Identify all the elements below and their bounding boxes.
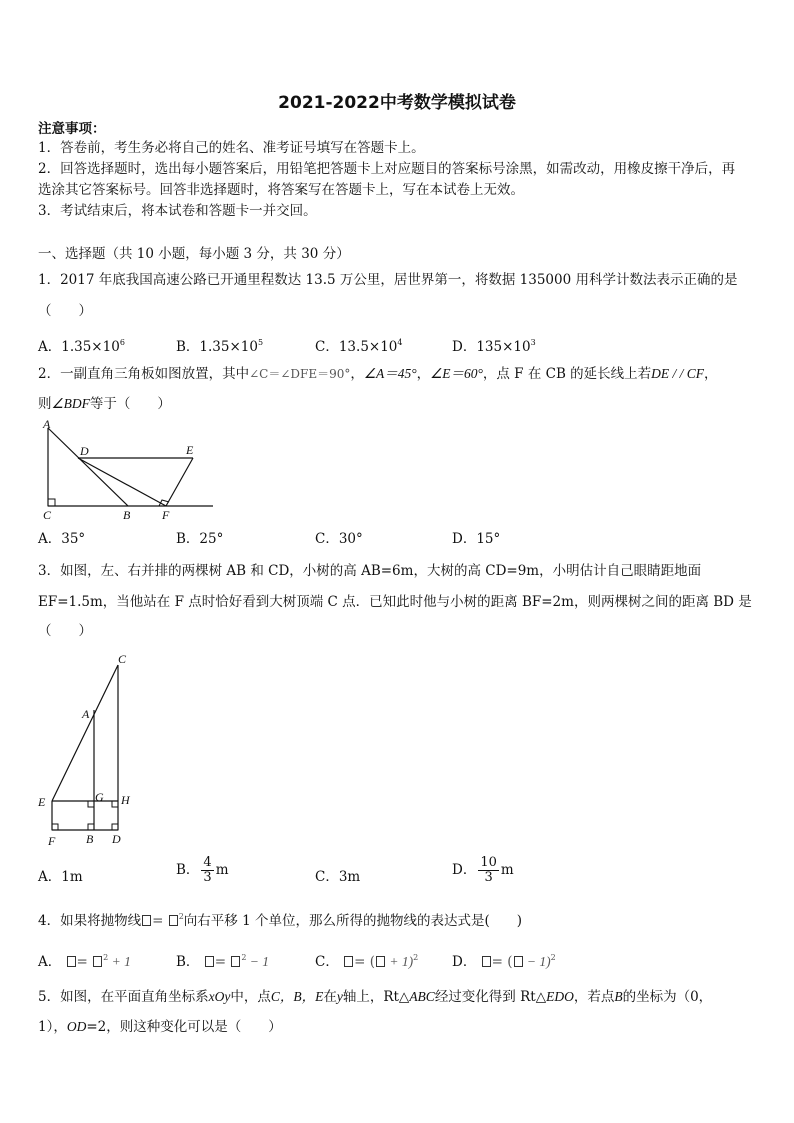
option-label: D． xyxy=(452,862,477,878)
q2-option-c[interactable]: C．30° xyxy=(315,531,363,547)
q4-eq: = xyxy=(152,913,168,929)
q5-var: EDO xyxy=(546,989,574,1004)
option-value: 1.35×10 xyxy=(61,339,120,355)
option-label: D． xyxy=(452,339,477,355)
option-tail: + 1) xyxy=(386,954,414,969)
q2-pre: 2．一副直角三角板如图放置，其中 xyxy=(38,366,250,382)
notice-item: 2．回答选择题时，选出每小题答案后，用铅笔把答题卡上对应题目的答案标号涂黑，如需改动，用橡皮擦干净后，再 xyxy=(38,161,736,177)
q5-text: 中，点 xyxy=(230,989,271,1005)
question-4-text xyxy=(38,908,522,930)
q5-var: B xyxy=(614,989,623,1004)
exponent: 2 xyxy=(413,953,419,962)
q5-text: ，若点 xyxy=(573,989,615,1005)
q2-option-b[interactable]: B．25° xyxy=(176,531,224,547)
option-tail: − 1 xyxy=(246,954,270,969)
q3-figure xyxy=(34,648,144,848)
exponent: 2 xyxy=(103,953,109,962)
label-f: F xyxy=(162,508,170,522)
q4-option-d[interactable] xyxy=(452,949,556,971)
label-e: E xyxy=(38,795,46,809)
q1-option-b[interactable] xyxy=(176,334,263,356)
placeholder-glyph-icon xyxy=(482,956,491,967)
option-tail: + 1 xyxy=(108,954,131,969)
placeholder-glyph-icon xyxy=(376,956,385,967)
q2-option-a[interactable]: A．35° xyxy=(38,531,86,547)
placeholder-glyph-icon xyxy=(514,956,523,967)
exponent: 6 xyxy=(119,338,125,347)
q2-post: ， xyxy=(704,366,718,382)
option-label: C． xyxy=(315,339,339,355)
q1-option-a[interactable] xyxy=(38,334,125,356)
option-value: 135×10 xyxy=(476,339,531,355)
label-a: A xyxy=(82,707,90,721)
q2-cond-angle: ∠A＝45° xyxy=(363,366,417,381)
q2-sep: ， xyxy=(350,366,364,382)
q2-sep: ， xyxy=(416,366,431,382)
option-expr: = ( xyxy=(491,954,513,970)
option-value: 13.5×10 xyxy=(338,339,398,355)
q3-option-a[interactable]: A．1m xyxy=(38,869,83,885)
q1-option-d[interactable] xyxy=(452,334,536,356)
label-d: D xyxy=(80,444,89,458)
placeholder-glyph-icon xyxy=(67,956,76,967)
right-angle-f xyxy=(52,824,58,830)
sightline-ec xyxy=(52,665,118,801)
option-label: C． xyxy=(315,954,339,970)
notice-item: 选涂其它答案标号。回答非选择题时，将答案写在答题卡上，写在本试卷上无效。 xyxy=(38,182,524,198)
placeholder-glyph-icon xyxy=(93,956,102,967)
question-5-text xyxy=(38,988,712,1006)
q4-option-b[interactable] xyxy=(176,949,269,971)
q4-pre: 4．如果将抛物线 xyxy=(38,913,142,929)
notice-heading: 注意事项： xyxy=(38,121,106,137)
q5-text: 1）， xyxy=(38,1019,67,1035)
right-angle-h xyxy=(112,801,118,807)
option-label: D． xyxy=(452,954,477,970)
q4-option-c[interactable] xyxy=(315,949,418,971)
q4-paren: ( ) xyxy=(484,913,523,929)
placeholder-glyph-icon xyxy=(205,956,214,967)
denominator: 3 xyxy=(203,870,212,885)
option-label: A． xyxy=(38,954,62,970)
q5-text: 5．如图，在平面直角坐标系 xyxy=(38,989,209,1005)
q5-var: y xyxy=(336,989,343,1004)
q5-text: 经过变化得到 Rt△ xyxy=(434,989,547,1005)
q5-var: C，B，E xyxy=(270,989,324,1004)
notice-item: 3．考试结束后，将本试卷和答题卡一并交回。 xyxy=(38,203,317,219)
q1-option-c[interactable] xyxy=(315,334,403,356)
option-label: A． xyxy=(38,339,62,355)
right-angle-g xyxy=(88,801,94,807)
q5-text: 的坐标为（0， xyxy=(622,989,713,1005)
question-1-text: 1．2017 年底我国高速公路已开通里程数达 13.5 万公里，居世界第一，将数据 135000 用科学计数法表示正确的是 xyxy=(38,272,738,288)
option-value: 1.35×10 xyxy=(199,339,258,355)
label-d: D xyxy=(112,832,121,846)
q3-option-c[interactable]: C．3m xyxy=(315,869,361,885)
section-heading: 一、选择题（共 10 小题，每小题 3 分，共 30 分） xyxy=(38,246,350,262)
denominator: 3 xyxy=(484,870,493,885)
placeholder-glyph-icon xyxy=(344,956,353,967)
q5-text: =2，则这种变化可以是（ ） xyxy=(86,1019,282,1035)
label-b: B xyxy=(123,508,131,522)
label-e: E xyxy=(186,443,194,457)
q2-cond-angle: ∠C＝∠DFE＝90° xyxy=(249,367,351,381)
fraction xyxy=(201,856,213,885)
q4-post: 向右平移 1 个单位，那么所得的抛物线的表达式是 xyxy=(183,913,485,929)
numerator: 4 xyxy=(203,855,212,870)
option-tail: − 1) xyxy=(523,954,551,969)
q3-option-d[interactable] xyxy=(452,856,514,885)
placeholder-glyph-icon xyxy=(231,956,240,967)
segment-ab xyxy=(48,428,128,506)
exponent: 3 xyxy=(530,338,536,347)
label-a: A xyxy=(43,418,51,431)
q4-option-a[interactable] xyxy=(38,949,131,971)
unit: m xyxy=(500,862,514,878)
q2-cond-angle: ∠E＝60° xyxy=(430,366,483,381)
q2-line2-pre: 则 xyxy=(38,396,52,412)
q2-figure xyxy=(38,418,218,526)
option-expr: = xyxy=(214,954,231,970)
q5-var: xOy xyxy=(208,989,231,1004)
unit: m xyxy=(215,862,229,878)
option-label: B． xyxy=(176,862,200,878)
placeholder-glyph-icon xyxy=(142,915,151,926)
question-3-text: 3．如图，左、右并排的两棵树 AB 和 CD，小树的高 AB=6m，大树的高 CD=9m，小明估计自己眼睛距地面 xyxy=(38,563,702,579)
notice-item: 1．答卷前，考生务必将自己的姓名、准考证号填写在答题卡上。 xyxy=(38,140,425,156)
q5-var: ABC xyxy=(409,989,435,1004)
label-c: C xyxy=(118,652,127,666)
option-expr: = xyxy=(76,954,93,970)
option-expr: = ( xyxy=(354,954,376,970)
option-label: B． xyxy=(176,339,200,355)
question-1-paren: （ ） xyxy=(38,303,92,319)
q2-option-d[interactable]: D．15° xyxy=(452,531,501,547)
placeholder-glyph-icon xyxy=(169,915,178,926)
q5-text: 在 xyxy=(323,989,337,1005)
segment-df xyxy=(78,458,166,506)
q5-text: 轴上，Rt△ xyxy=(342,989,410,1005)
question-3-line2: EF=1.5m，当他站在 F 点时恰好看到大树顶端 C 点．已知此时他与小树的距离 BF=2m，则两棵树之间的距离 BD 是 xyxy=(38,594,752,610)
exponent: 2 xyxy=(241,953,247,962)
exponent: 2 xyxy=(178,912,184,921)
segment-ef xyxy=(166,458,193,506)
fraction xyxy=(478,856,499,885)
label-f: F xyxy=(48,834,56,848)
right-angle-c xyxy=(48,499,55,506)
question-5-line2 xyxy=(38,1018,282,1036)
exponent: 4 xyxy=(397,338,403,347)
question-3-paren: （ ） xyxy=(38,623,92,639)
q5-var: OD xyxy=(66,1019,87,1034)
q2-cond-parallel: DE / / CF xyxy=(651,366,705,381)
option-label: B． xyxy=(176,954,200,970)
right-angle-b xyxy=(88,824,94,830)
q2-line2-post: 等于（ ） xyxy=(89,396,171,412)
exponent: 5 xyxy=(257,338,264,347)
numerator: 10 xyxy=(480,855,497,870)
exponent: 2 xyxy=(550,953,556,962)
page-title: 2021-2022中考数学模拟试卷 xyxy=(278,93,516,113)
label-b: B xyxy=(86,832,94,846)
q3-option-b[interactable] xyxy=(176,856,229,885)
question-2-line2 xyxy=(38,395,171,413)
right-angle-d xyxy=(112,824,118,830)
label-c: C xyxy=(43,508,52,522)
label-h: H xyxy=(121,793,130,807)
q2-post: ，点 F 在 CB 的延长线上若 xyxy=(482,366,652,382)
question-2-text xyxy=(38,365,718,383)
q2-angle: ∠BDF xyxy=(51,396,90,411)
label-g: G xyxy=(95,790,104,804)
